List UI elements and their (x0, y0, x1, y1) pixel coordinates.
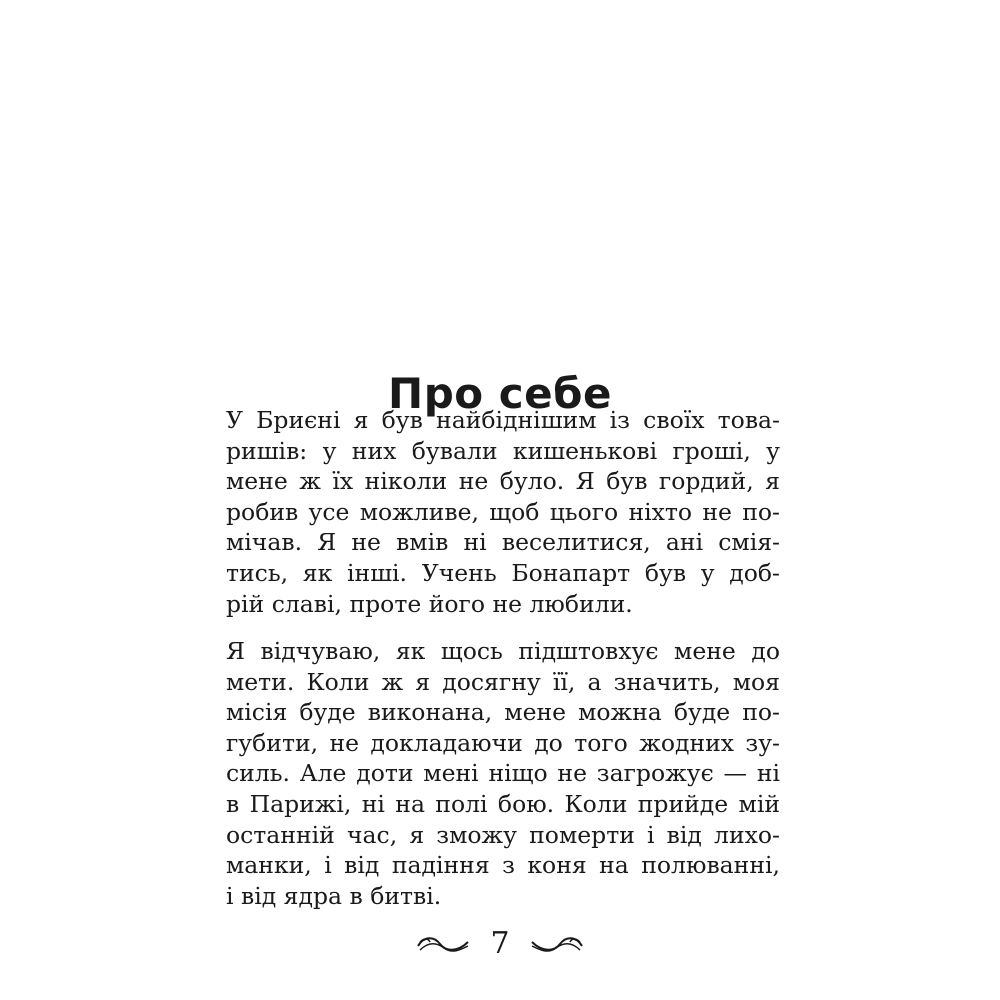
text-line: мічав. Я не вмів ні веселитися, ані смія- (226, 528, 780, 557)
text-line: ришів: у них бували кишенькові гроші, у (226, 436, 780, 465)
text-line: в Парижі, ні на полі бою. Коли прийде мій (226, 789, 780, 818)
text-line: У Бриєні я був найбіднішим із своїх това- (226, 406, 780, 434)
text-line: тись, як інші. Учень Бонапарт був у доб- (226, 558, 780, 587)
swirl-ornament-icon (528, 932, 586, 956)
text-line: і від ядра в битві. (226, 881, 442, 910)
page-title: Про себе (388, 369, 612, 419)
text-line: манки, і від падіння з коня на полюванні, (226, 851, 780, 880)
page-number: 7 (490, 926, 510, 961)
text-line: мети. Коли ж я досягну її, а значить, моя (226, 667, 780, 696)
text-line: останній час, я зможу померти і від лихо- (226, 820, 780, 849)
text-line: губити, не докладаючи до того жодних зу- (226, 728, 780, 757)
paragraph-2 (226, 636, 780, 911)
text-line: мене ж їх ніколи не було. Я був гордий, я (226, 467, 780, 496)
text-line: Я відчуваю, як щось підштовхує мене до (226, 637, 780, 665)
swirl-ornament-icon (414, 932, 472, 956)
paragraph-1 (226, 405, 780, 619)
page-footer (0, 922, 1000, 966)
text-line: місія буде виконана, мене можна буде по- (226, 698, 780, 727)
text-line: робив усе можливе, щоб цього ніхто не по- (226, 497, 780, 526)
text-line: рій славі, проте його не любили. (226, 589, 633, 618)
text-line: силь. Але доти мені ніщо не загрожує — ні (226, 759, 780, 788)
